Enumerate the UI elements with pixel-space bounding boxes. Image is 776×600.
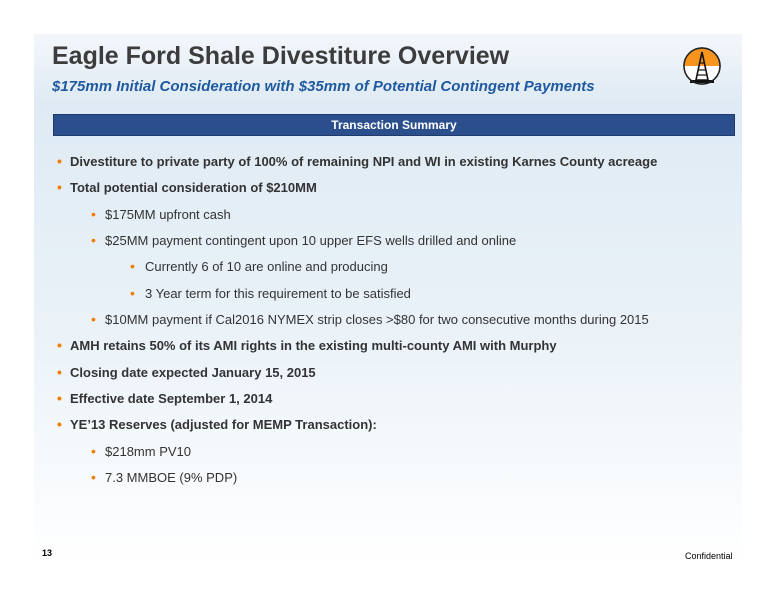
bullet-item: • AMH retains 50% of its AMI rights in the existing multi-county AMI with Murphy (57, 337, 557, 353)
bullet-dot-icon: • (57, 364, 62, 380)
bullet-dot-icon: • (91, 443, 96, 459)
bullet-item: • Divestiture to private party of 100% of remaining NPI and WI in existing Karnes County acreage (57, 153, 658, 169)
bullet-item: • Total potential consideration of $210MM (57, 179, 317, 195)
oil-derrick-logo-icon (682, 46, 722, 90)
bullet-item: • $218mm PV10 (91, 443, 191, 459)
slide-title: Eagle Ford Shale Divestiture Overview (52, 42, 510, 70)
bullet-dot-icon: • (57, 416, 62, 432)
slide (34, 34, 742, 566)
bullet-dot-icon: • (57, 337, 62, 353)
bullet-item: • $175MM upfront cash (91, 206, 231, 222)
bullet-dot-icon: • (91, 232, 96, 248)
bullet-item: • Currently 6 of 10 are online and producing (130, 258, 388, 274)
section-header-bar (53, 114, 735, 136)
bullet-item: • $10MM payment if Cal2016 NYMEX strip closes >$80 for two consecutive months during 2015 (91, 311, 649, 327)
bullet-dot-icon: • (91, 206, 96, 222)
bullet-item: • 7.3 MMBOE (9% PDP) (91, 469, 238, 485)
bullet-dot-icon: • (91, 311, 96, 327)
section-title: Transaction Summary (331, 118, 457, 132)
bullet-dot-icon: • (91, 469, 96, 485)
page-number: 13 (42, 548, 53, 558)
bullet-item: • $25MM payment contingent upon 10 upper EFS wells drilled and online (91, 232, 517, 248)
bullet-item: • Closing date expected January 15, 2015 (57, 364, 316, 380)
bullet-dot-icon: • (57, 179, 62, 195)
bullet-item: • 3 Year term for this requirement to be satisfied (130, 285, 411, 301)
bullet-dot-icon: • (130, 258, 135, 274)
bullet-dot-icon: • (57, 390, 62, 406)
bullet-item: • YE’13 Reserves (adjusted for MEMP Transaction): (57, 416, 377, 432)
confidential-label: Confidential (685, 551, 733, 561)
bullet-dot-icon: • (57, 153, 62, 169)
bullet-dot-icon: • (130, 285, 135, 301)
slide-subtitle: $175mm Initial Consideration with $35mm of Potential Contingent Payments (52, 78, 595, 95)
bullet-item: • Effective date September 1, 2014 (57, 390, 273, 406)
